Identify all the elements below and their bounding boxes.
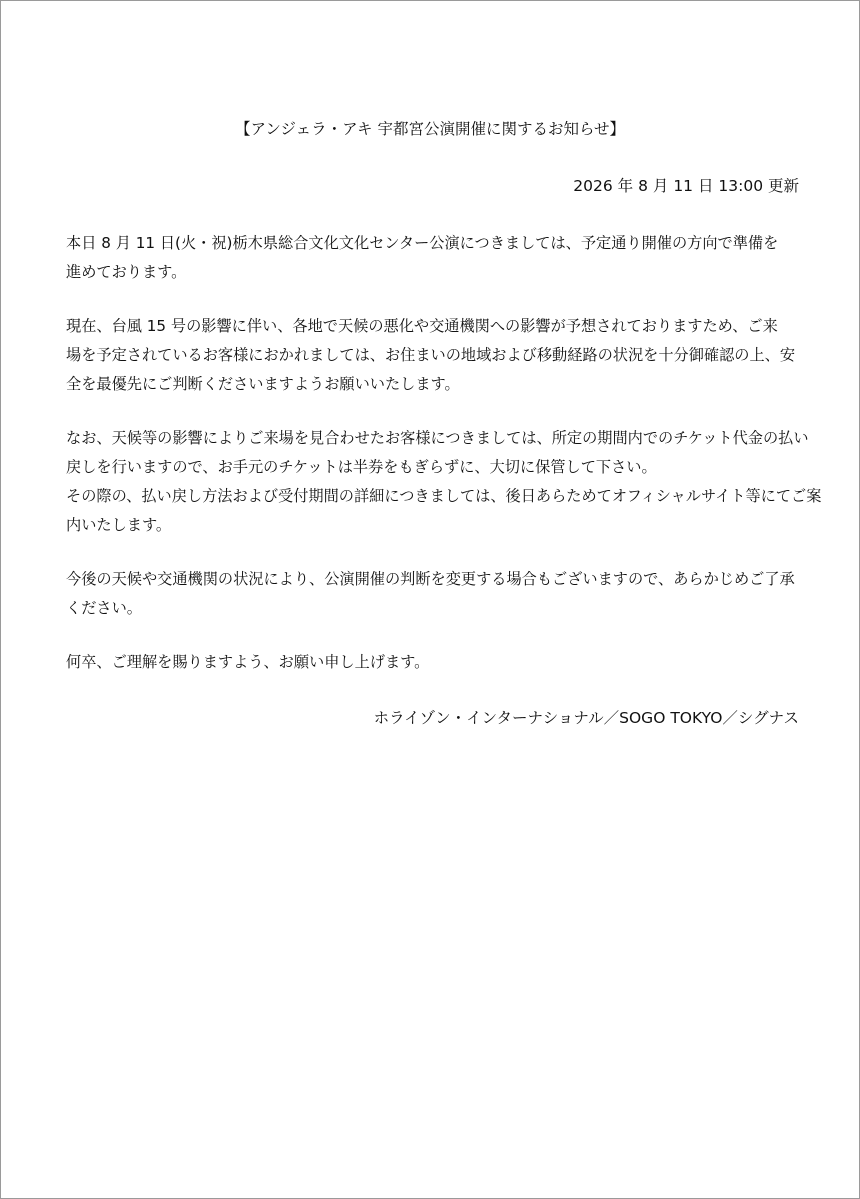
paragraph-line: 現在、台風 15 号の影響に伴い、各地で天候の悪化や交通機関への影響が予想されておりますため、ご来 bbox=[66, 317, 778, 335]
paragraph-schedule bbox=[66, 229, 806, 287]
notice-title: 【アンジェラ・アキ 宇都宮公演開催に関するお知らせ】 bbox=[234, 120, 626, 138]
paragraph-line: 戻しを行いますので、お手元のチケットは半券をもぎらずに、大切に保管して下さい。 bbox=[66, 458, 657, 476]
paragraph-typhoon bbox=[66, 312, 806, 399]
paragraph-line: 場を予定されているお客様におかれましては、お住まいの地域および移動経路の状況を十分御確認の上、安 bbox=[66, 346, 795, 364]
paragraph-refund bbox=[66, 424, 822, 540]
paragraph-line: 今後の天候や交通機関の状況により、公演開催の判断を変更する場合もございますので、あらかじめご了承 bbox=[66, 570, 795, 588]
paragraph-line: 本日 8 月 11 日(火・祝)栃木県総合文化文化センター公演につきましては、予定通り開催の方向で準備を bbox=[66, 234, 779, 252]
signature: ホライゾン・インターナショナル／SOGO TOKYO／シグナス bbox=[373, 709, 799, 727]
paragraph-line: なお、天候等の影響によりご来場を見合わせたお客様につきましては、所定の期間内でのチケット代金の払い bbox=[66, 429, 809, 447]
paragraph-line: その際の、払い戻し方法および受付期間の詳細につきましては、後日あらためてオフィシャルサイト等にてご案 bbox=[66, 487, 822, 505]
update-date: 2026 年 8 月 11 日 13:00 更新 bbox=[573, 177, 799, 195]
paragraph-line: 進めております。 bbox=[66, 263, 187, 281]
paragraph-line: 全を最優先にご判断くださいますようお願いいたします。 bbox=[66, 375, 460, 393]
paragraph-line: 内いたします。 bbox=[66, 516, 172, 534]
paragraph-change bbox=[66, 565, 806, 623]
paragraph-closing bbox=[66, 648, 806, 677]
paragraph-line: ください。 bbox=[66, 599, 142, 617]
paragraph-line: 何卒、ご理解を賜りますよう、お願い申し上げます。 bbox=[66, 653, 430, 671]
